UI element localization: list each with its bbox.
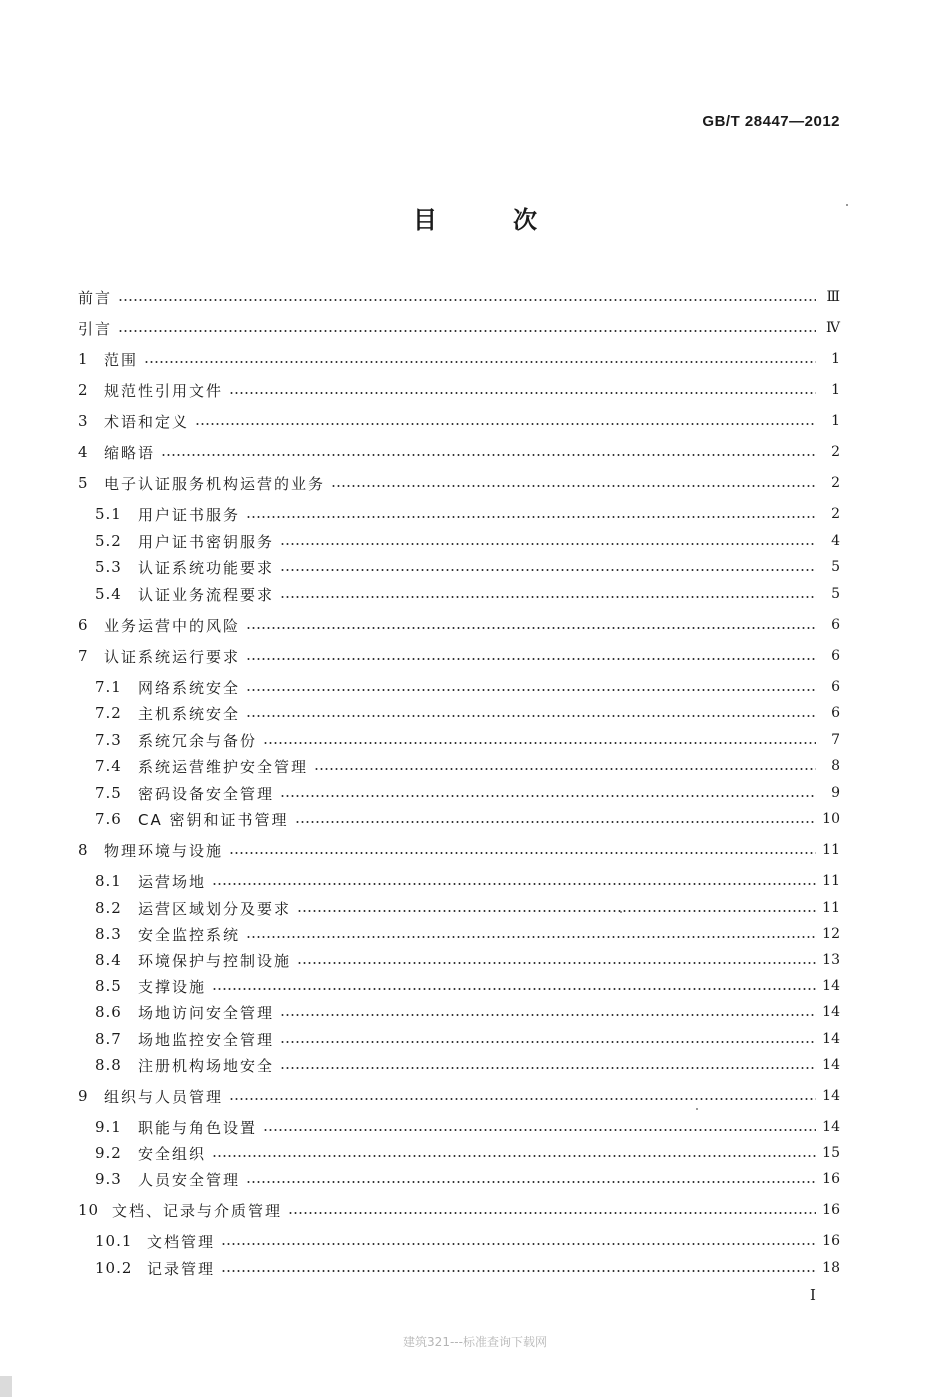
toc-entry-title: 职能与角色设置: [138, 1118, 258, 1137]
toc-dot-leader: [229, 1097, 816, 1101]
toc-entry[interactable]: [78, 317, 840, 339]
toc-entry-title: 运营场地: [138, 872, 207, 891]
toc-entry[interactable]: [78, 1001, 840, 1023]
toc-entry-number: 5.3: [95, 558, 122, 576]
toc-dot-leader: [280, 1040, 816, 1044]
toc-dot-leader: [314, 767, 816, 771]
toc-dot-leader: [212, 1154, 816, 1158]
toc-entry[interactable]: [78, 1257, 840, 1279]
toc-dot-leader: [280, 794, 816, 798]
toc-entry-number: 8.7: [95, 1030, 122, 1048]
toc-entry-page: 12: [822, 926, 840, 942]
toc-entry-page: 11: [822, 873, 840, 889]
toc-entry-page: 2: [831, 506, 840, 522]
toc-entry-page: 16: [822, 1233, 840, 1249]
toc-entry[interactable]: [78, 1230, 840, 1252]
toc-entry-page: 14: [822, 1057, 840, 1073]
toc-entry-title: 安全组织: [138, 1144, 207, 1163]
toc-dot-leader: [246, 657, 816, 661]
toc-entry[interactable]: [78, 729, 840, 751]
toc-entry-title: CA 密钥和证书管理: [138, 810, 289, 829]
watermark-text: 建筑321---标准查询下载网: [403, 1335, 547, 1349]
toc-entry[interactable]: [78, 1168, 840, 1190]
toc-entry[interactable]: [78, 1085, 840, 1107]
toc-entry-number: 9.3: [95, 1170, 122, 1188]
toc-entry-number: 7.2: [95, 704, 122, 722]
toc-entry-title: 术语和定义: [104, 412, 190, 431]
toc-entry[interactable]: [78, 676, 840, 698]
toc-entry-number: 8.3: [95, 925, 122, 943]
page-number: I: [810, 1286, 816, 1304]
toc-entry[interactable]: [78, 1054, 840, 1076]
toc-entry[interactable]: [78, 614, 840, 636]
toc-entry[interactable]: [78, 348, 840, 370]
toc-entry-page: 16: [822, 1171, 840, 1187]
title-char-2: 次: [513, 206, 537, 234]
toc-entry-title: 网络系统安全: [138, 678, 241, 697]
toc-entry-number: 1: [78, 350, 89, 368]
toc-entry[interactable]: [78, 472, 840, 494]
toc-entry[interactable]: [78, 1142, 840, 1164]
toc-dot-leader: [263, 741, 816, 745]
toc-dot-leader: [144, 360, 816, 364]
toc-entry-page: 6: [831, 617, 840, 633]
toc-dot-leader: [246, 935, 816, 939]
toc-entry-number: 8: [78, 841, 89, 859]
scan-speck: [696, 1108, 698, 1110]
toc-entry-page: 14: [822, 1119, 840, 1135]
toc-entry-page: 2: [831, 475, 840, 491]
toc-entry-number: 9.2: [95, 1144, 122, 1162]
toc-dot-leader: [246, 626, 816, 630]
toc-entry-title: 物理环境与设施: [104, 841, 224, 860]
toc-entry-page: 9: [831, 785, 840, 801]
toc-dot-leader: [246, 1180, 816, 1184]
toc-dot-leader: [297, 961, 816, 965]
toc-entry-title: 用户证书密钥服务: [138, 532, 275, 551]
toc-dot-leader: [212, 987, 816, 991]
toc-entry-page: 11: [822, 842, 840, 858]
toc-dot-leader: [246, 688, 816, 692]
table-of-contents: [78, 0, 840, 1300]
standard-number: GB/T 28447—2012: [702, 113, 840, 130]
toc-entry-title: 主机系统安全: [138, 704, 241, 723]
toc-entry-title: 电子认证服务机构运营的业务: [104, 474, 326, 493]
toc-entry-number: 7.5: [95, 784, 122, 802]
toc-entry-number: 5.2: [95, 532, 122, 550]
toc-entry-number: 7.1: [95, 678, 122, 696]
toc-entry[interactable]: [78, 839, 840, 861]
toc-entry[interactable]: [78, 897, 840, 919]
toc-entry-page: 14: [822, 1031, 840, 1047]
toc-entry-title: 注册机构场地安全: [138, 1056, 275, 1075]
toc-entry-title: 安全监控系统: [138, 925, 241, 944]
toc-entry-page: 14: [822, 1088, 840, 1104]
toc-entry-title: 文档、记录与介质管理: [112, 1201, 283, 1220]
toc-dot-leader: [195, 422, 816, 426]
toc-entry-page: 5: [831, 559, 840, 575]
scan-speck: [620, 911, 622, 913]
toc-entry-number: 10.1: [95, 1232, 133, 1250]
toc-dot-leader: [331, 484, 816, 488]
toc-entry-title: 场地监控安全管理: [138, 1030, 275, 1049]
toc-dot-leader: [118, 329, 816, 333]
toc-entry-page: 1: [831, 413, 840, 429]
toc-entry-page: 6: [831, 679, 840, 695]
toc-entry-page: 14: [822, 1004, 840, 1020]
toc-entry-title: 组织与人员管理: [104, 1087, 224, 1106]
toc-entry-title: 缩略语: [104, 443, 156, 462]
toc-dot-leader: [280, 1013, 816, 1017]
toc-entry[interactable]: [78, 702, 840, 724]
toc-entry[interactable]: [78, 530, 840, 552]
toc-entry-title: 用户证书服务: [138, 505, 241, 524]
scan-edge-mark: [0, 1376, 12, 1397]
toc-entry-page: 16: [822, 1202, 840, 1218]
toc-entry-number: 5.4: [95, 585, 122, 603]
toc-entry-page: 2: [831, 444, 840, 460]
toc-entry[interactable]: [78, 782, 840, 804]
toc-entry[interactable]: [78, 975, 840, 997]
toc-entry-number: 5.1: [95, 505, 122, 523]
toc-entry-title: 场地访问安全管理: [138, 1003, 275, 1022]
toc-entry[interactable]: [78, 441, 840, 463]
toc-entry-number: 3: [78, 412, 89, 430]
toc-entry-page: 6: [831, 705, 840, 721]
toc-entry-title: 环境保护与控制设施: [138, 951, 292, 970]
toc-dot-leader: [246, 515, 816, 519]
toc-entry-title: 密码设备安全管理: [138, 784, 275, 803]
toc-entry-number: 7.3: [95, 731, 122, 749]
toc-entry-number: 2: [78, 381, 89, 399]
toc-entry-page: 1: [831, 382, 840, 398]
toc-entry-page: 8: [831, 758, 840, 774]
toc-entry[interactable]: [78, 645, 840, 667]
toc-entry-number: 9.1: [95, 1118, 122, 1136]
toc-entry-page: 1: [831, 351, 840, 367]
toc-entry[interactable]: [78, 503, 840, 525]
toc-entry-title: 认证系统运行要求: [104, 647, 241, 666]
toc-entry-page: Ⅲ: [826, 289, 840, 305]
toc-entry-number: 8.8: [95, 1056, 122, 1074]
toc-entry-number: 8.5: [95, 977, 122, 995]
toc-entry[interactable]: [78, 949, 840, 971]
toc-entry-title: 业务运营中的风险: [104, 616, 241, 635]
toc-entry-number: 5: [78, 474, 89, 492]
toc-entry-page: 7: [831, 732, 840, 748]
toc-entry-title: 文档管理: [147, 1232, 216, 1251]
toc-entry[interactable]: [78, 808, 840, 830]
toc-dot-leader: [280, 542, 816, 546]
toc-entry-title: 引言: [78, 319, 113, 338]
toc-entry[interactable]: [78, 923, 840, 945]
toc-dot-leader: [297, 909, 816, 913]
toc-dot-leader: [263, 1128, 816, 1132]
toc-dot-leader: [280, 595, 816, 599]
toc-entry-page: 18: [822, 1260, 840, 1276]
toc-entry[interactable]: [78, 379, 840, 401]
toc-dot-leader: [229, 391, 816, 395]
toc-dot-leader: [288, 1211, 816, 1215]
toc-entry-title: 规范性引用文件: [104, 381, 224, 400]
toc-entry-title: 支撑设施: [138, 977, 207, 996]
toc-entry-page: 4: [831, 533, 840, 549]
toc-dot-leader: [246, 714, 816, 718]
toc-entry[interactable]: [78, 583, 840, 605]
toc-entry-number: 8.1: [95, 872, 122, 890]
toc-entry-number: 8.2: [95, 899, 122, 917]
toc-entry-number: 6: [78, 616, 89, 634]
toc-entry-number: 10.2: [95, 1259, 133, 1277]
toc-dot-leader: [161, 453, 816, 457]
toc-entry-title: 系统冗余与备份: [138, 731, 258, 750]
toc-dot-leader: [221, 1269, 816, 1273]
toc-entry-number: 8.6: [95, 1003, 122, 1021]
toc-entry[interactable]: [78, 755, 840, 777]
toc-entry[interactable]: [78, 870, 840, 892]
toc-entry-page: 15: [822, 1145, 840, 1161]
toc-entry-number: 8.4: [95, 951, 122, 969]
toc-entry[interactable]: [78, 1199, 840, 1221]
toc-entry-number: 7: [78, 647, 89, 665]
toc-dot-leader: [212, 882, 816, 886]
toc-entry-title: 范围: [104, 350, 139, 369]
toc-dot-leader: [118, 298, 816, 302]
toc-entry-title: 认证系统功能要求: [138, 558, 275, 577]
toc-entry-title: 系统运营维护安全管理: [138, 757, 309, 776]
toc-entry-number: 7.6: [95, 810, 122, 828]
toc-dot-leader: [295, 820, 816, 824]
toc-entry-number: 7.4: [95, 757, 122, 775]
toc-entry-title: 运营区域划分及要求: [138, 899, 292, 918]
toc-entry-page: 13: [822, 952, 840, 968]
toc-entry-title: 认证业务流程要求: [138, 585, 275, 604]
toc-entry-title: 前言: [78, 288, 113, 307]
toc-dot-leader: [229, 851, 816, 855]
title-char-1: 目: [413, 206, 437, 234]
toc-entry[interactable]: [78, 286, 840, 308]
toc-dot-leader: [280, 568, 816, 572]
toc-entry[interactable]: [78, 556, 840, 578]
toc-entry-page: 10: [822, 811, 840, 827]
toc-entry[interactable]: [78, 410, 840, 432]
toc-entry-page: 5: [831, 586, 840, 602]
toc-dot-leader: [280, 1066, 816, 1070]
toc-entry[interactable]: [78, 1028, 840, 1050]
toc-entry-title: 人员安全管理: [138, 1170, 241, 1189]
toc-entry-number: 9: [78, 1087, 89, 1105]
toc-entry-page: Ⅳ: [826, 320, 840, 336]
toc-entry-number: 4: [78, 443, 89, 461]
toc-entry-number: 10: [78, 1201, 100, 1219]
toc-entry-page: 14: [822, 978, 840, 994]
toc-dot-leader: [221, 1242, 816, 1246]
toc-entry-page: 6: [831, 648, 840, 664]
scan-speck: [846, 204, 848, 206]
toc-entry-page: 11: [822, 900, 840, 916]
toc-entry-title: 记录管理: [147, 1259, 216, 1278]
toc-entry[interactable]: [78, 1116, 840, 1138]
